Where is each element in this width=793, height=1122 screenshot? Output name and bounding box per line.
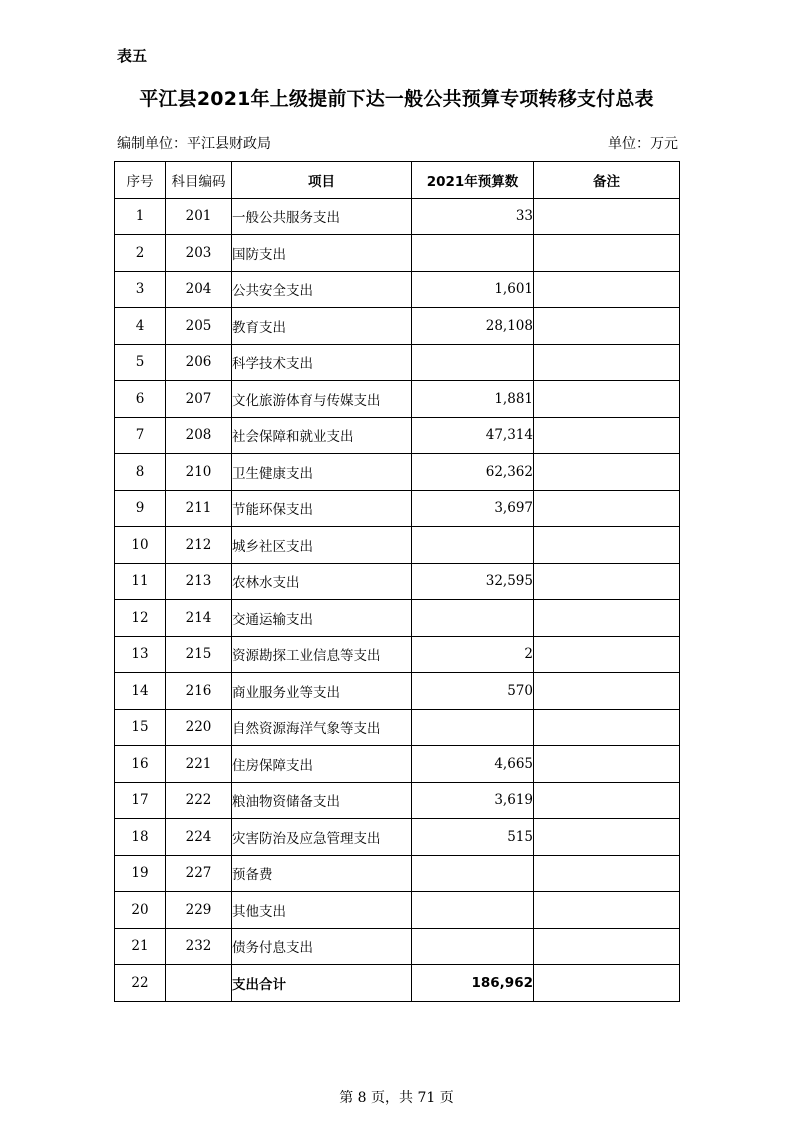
- cell-code: 203: [166, 235, 232, 272]
- table-row: [115, 308, 680, 345]
- cell-item: 社会保障和就业支出: [232, 417, 412, 454]
- cell-no: 13: [115, 636, 166, 673]
- cell-note: [534, 308, 680, 345]
- cell-note: [534, 709, 680, 746]
- cell-amount: [412, 928, 534, 965]
- table-row: [115, 344, 680, 381]
- table-row: [115, 381, 680, 418]
- table-row: [115, 928, 680, 965]
- cell-amount: [412, 527, 534, 564]
- cell-code: 208: [166, 417, 232, 454]
- cell-item: 城乡社区支出: [232, 527, 412, 564]
- cell-no: 14: [115, 673, 166, 710]
- cell-code: 227: [166, 855, 232, 892]
- cell-no: 18: [115, 819, 166, 856]
- table-body: [115, 198, 680, 1001]
- cell-amount: [412, 235, 534, 272]
- cell-note: [534, 235, 680, 272]
- cell-item: 交通运输支出: [232, 600, 412, 637]
- cell-note: [534, 782, 680, 819]
- cell-item: 科学技术支出: [232, 344, 412, 381]
- cell-amount: 3,697: [412, 490, 534, 527]
- table-row: [115, 782, 680, 819]
- header-item: 项目: [232, 162, 412, 199]
- total-row: [115, 965, 680, 1002]
- cell-amount: 47,314: [412, 417, 534, 454]
- cell-code: 205: [166, 308, 232, 345]
- table-number-label: 表五: [117, 47, 148, 65]
- cell-code: 210: [166, 454, 232, 491]
- cell-no: 21: [115, 928, 166, 965]
- cell-amount: [412, 855, 534, 892]
- cell-item: 节能环保支出: [232, 490, 412, 527]
- cell-amount: [412, 892, 534, 929]
- cell-item: 一般公共服务支出: [232, 198, 412, 235]
- cell-note: [534, 563, 680, 600]
- cell-no: 8: [115, 454, 166, 491]
- cell-item: 支出合计: [232, 965, 412, 1002]
- cell-no: 3: [115, 271, 166, 308]
- cell-amount: 1,601: [412, 271, 534, 308]
- cell-no: 16: [115, 746, 166, 783]
- table-row: [115, 454, 680, 491]
- table-row: [115, 892, 680, 929]
- cell-item: 粮油物资储备支出: [232, 782, 412, 819]
- cell-code: 224: [166, 819, 232, 856]
- cell-note: [534, 198, 680, 235]
- page-footer: 第 8 页，共 71 页: [339, 1090, 454, 1106]
- cell-note: [534, 454, 680, 491]
- cell-code: 204: [166, 271, 232, 308]
- cell-note: [534, 892, 680, 929]
- table-row: [115, 527, 680, 564]
- cell-note: [534, 600, 680, 637]
- cell-code: 229: [166, 892, 232, 929]
- table-row: [115, 235, 680, 272]
- cell-item: 资源勘探工业信息等支出: [232, 636, 412, 673]
- cell-code: 222: [166, 782, 232, 819]
- cell-code: 216: [166, 673, 232, 710]
- cell-amount: 28,108: [412, 308, 534, 345]
- header-no: 序号: [115, 162, 166, 199]
- cell-item: 预备费: [232, 855, 412, 892]
- cell-item: 债务付息支出: [232, 928, 412, 965]
- cell-item: 商业服务业等支出: [232, 673, 412, 710]
- cell-item: 卫生健康支出: [232, 454, 412, 491]
- header-code: 科目编码: [166, 162, 232, 199]
- table-row: [115, 563, 680, 600]
- header-amount: 2021年预算数: [412, 162, 534, 199]
- cell-amount: 62,362: [412, 454, 534, 491]
- cell-amount: 3,619: [412, 782, 534, 819]
- cell-amount: 2: [412, 636, 534, 673]
- page-title: 平江县2021年上级提前下达一般公共预算专项转移支付总表: [139, 88, 654, 110]
- table-row: [115, 417, 680, 454]
- cell-code: 211: [166, 490, 232, 527]
- cell-code: [166, 965, 232, 1002]
- cell-code: 212: [166, 527, 232, 564]
- cell-code: 206: [166, 344, 232, 381]
- budget-table: [114, 161, 680, 1002]
- cell-item: 国防支出: [232, 235, 412, 272]
- cell-no: 12: [115, 600, 166, 637]
- cell-code: 214: [166, 600, 232, 637]
- cell-note: [534, 490, 680, 527]
- table-row: [115, 490, 680, 527]
- table-row: [115, 673, 680, 710]
- cell-note: [534, 344, 680, 381]
- cell-note: [534, 746, 680, 783]
- cell-no: 10: [115, 527, 166, 564]
- cell-note: [534, 636, 680, 673]
- cell-note: [534, 381, 680, 418]
- cell-code: 220: [166, 709, 232, 746]
- table-row: [115, 600, 680, 637]
- cell-no: 4: [115, 308, 166, 345]
- cell-no: 1: [115, 198, 166, 235]
- cell-amount: [412, 709, 534, 746]
- cell-amount: 4,665: [412, 746, 534, 783]
- cell-amount: [412, 344, 534, 381]
- table-header-row: [115, 162, 680, 199]
- cell-no: 5: [115, 344, 166, 381]
- cell-code: 221: [166, 746, 232, 783]
- table-row: [115, 198, 680, 235]
- table-row: [115, 709, 680, 746]
- cell-amount: 32,595: [412, 563, 534, 600]
- cell-amount: 33: [412, 198, 534, 235]
- cell-item: 其他支出: [232, 892, 412, 929]
- cell-item: 住房保障支出: [232, 746, 412, 783]
- cell-no: 7: [115, 417, 166, 454]
- cell-amount: [412, 600, 534, 637]
- cell-code: 215: [166, 636, 232, 673]
- cell-item: 公共安全支出: [232, 271, 412, 308]
- cell-amount: 186,962: [412, 965, 534, 1002]
- cell-amount: 570: [412, 673, 534, 710]
- cell-amount: 515: [412, 819, 534, 856]
- cell-note: [534, 417, 680, 454]
- cell-no: 15: [115, 709, 166, 746]
- cell-note: [534, 673, 680, 710]
- cell-item: 灾害防治及应急管理支出: [232, 819, 412, 856]
- cell-code: 213: [166, 563, 232, 600]
- currency-unit: 单位：万元: [608, 136, 678, 152]
- cell-item: 教育支出: [232, 308, 412, 345]
- cell-code: 232: [166, 928, 232, 965]
- compiler-unit: 编制单位：平江县财政局: [117, 136, 271, 152]
- cell-note: [534, 527, 680, 564]
- cell-note: [534, 855, 680, 892]
- cell-item: 农林水支出: [232, 563, 412, 600]
- cell-amount: 1,881: [412, 381, 534, 418]
- cell-no: 11: [115, 563, 166, 600]
- cell-no: 20: [115, 892, 166, 929]
- cell-no: 9: [115, 490, 166, 527]
- cell-note: [534, 965, 680, 1002]
- cell-no: 2: [115, 235, 166, 272]
- cell-code: 207: [166, 381, 232, 418]
- table-row: [115, 855, 680, 892]
- cell-no: 19: [115, 855, 166, 892]
- cell-item: 自然资源海洋气象等支出: [232, 709, 412, 746]
- table-row: [115, 271, 680, 308]
- cell-no: 6: [115, 381, 166, 418]
- table-row: [115, 746, 680, 783]
- cell-item: 文化旅游体育与传媒支出: [232, 381, 412, 418]
- cell-note: [534, 271, 680, 308]
- table-row: [115, 636, 680, 673]
- cell-no: 22: [115, 965, 166, 1002]
- table-row: [115, 819, 680, 856]
- cell-code: 201: [166, 198, 232, 235]
- cell-note: [534, 928, 680, 965]
- header-note: 备注: [534, 162, 680, 199]
- cell-no: 17: [115, 782, 166, 819]
- cell-note: [534, 819, 680, 856]
